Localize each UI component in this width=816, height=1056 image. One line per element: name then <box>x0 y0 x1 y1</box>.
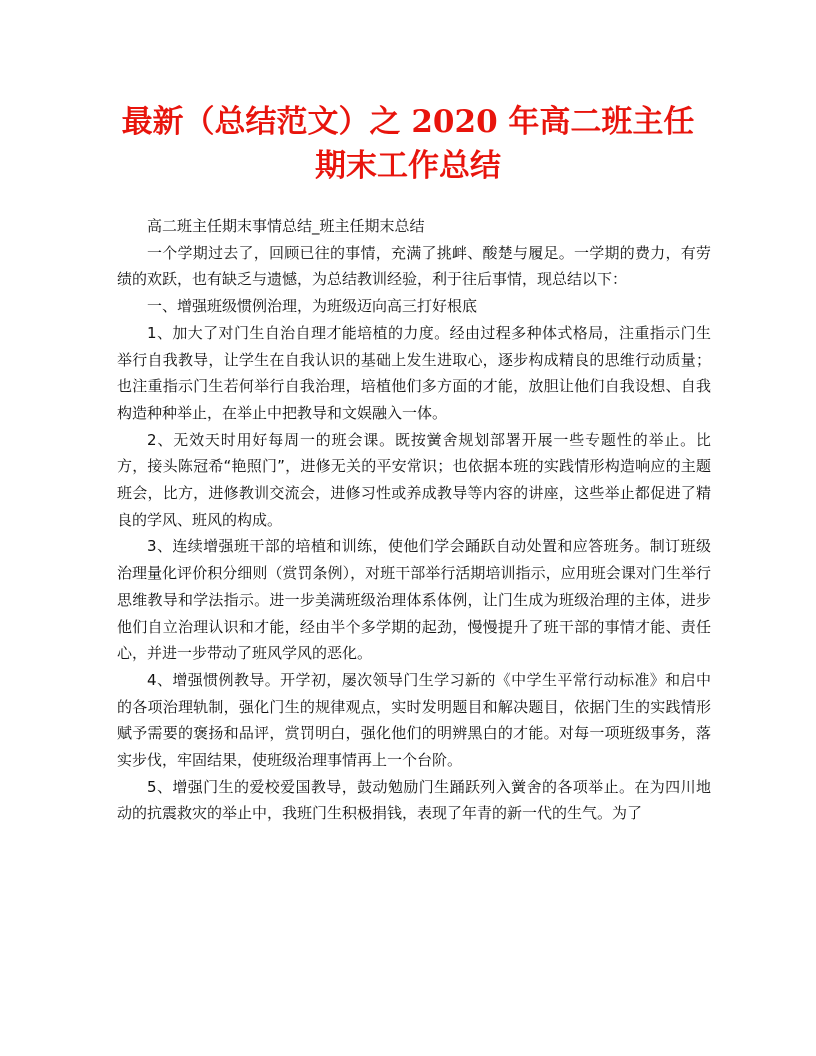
paragraph-item-1: 1、加大了对门生自治自理才能培植的力度。经由过程多种体式格局，注重指示门生举行自我教导，让学生在自我认识的基础上发生进取心，逐步构成精良的思维行动质量；也注重指示门生若何举行自我治理，培植他们多方面的才能，放胆让他们自我设想、自我构造种种举止，在举止中把教导和文娱融入一体。 <box>117 323 711 422</box>
paragraph-item-4: 4、增强惯例教导。开学初，屡次领导门生学习新的《中学生平常行动标准》和启中的各项治理轨制，强化门生的规律观点，实时发明题目和解决题目，依据门生的实践情形赋予需要的褒扬和品评，赏罚明白，强化他们的明辨黑白的才能。对每一项班级事务，落实步伐，牢固结果，使班级治理事情再上一个台阶。 <box>117 670 711 770</box>
paragraph-subtitle: 高二班主任期末事情总结_班主任期末总结 <box>147 217 425 235</box>
paragraph-item-5: 5、增强门生的爱校爱国教导，鼓动勉励门生踊跃列入黉舍的各项举止。在为四川地动的抗震救灾的举止中，我班门生积极捐钱，表现了年青的新一代的生气。为了 <box>117 777 711 823</box>
document-title <box>108 100 708 188</box>
paragraph-item-3: 3、连续增强班干部的培植和训练，使他们学会踊跃自动处置和应答班务。制订班级治理量化评价积分细则（赏罚条例），对班干部举行活期培训指示，应用班会课对门生举行思维教导和学法指示。进一步美满班级治理体系体例，让门生成为班级治理的主体，进步他们自立治理认识和才能，经由半个多学期的起劲，慢慢提升了班干部的事情才能、责任心，并进一步带动了班风学风的恶化。 <box>117 537 711 663</box>
section-heading-1: 一、增强班级惯例治理，为班级迈向高三打好根底 <box>147 297 478 316</box>
title-line-1: 最新（总结范文）之 2020 年高二班主任 <box>121 104 695 140</box>
paragraph-item-2: 2、无效天时用好每周一的班会课。既按黉舍规划部署开展一些专题性的举止。比方，接头陈冠希“艳照门”，进修无关的平安常识；也依据本班的实践情形构造响应的主题班会，比方，进修教训交流会，进修习性或养成教导等内容的讲座，这些举止都促进了精良的学风、班风的构成。 <box>117 430 711 529</box>
document-body <box>117 213 711 827</box>
paragraph-intro: 一个学期过去了，回顾已往的事情，充满了挑衅、酸楚与履足。一学期的费力，有劳绩的欢跃，也有缺乏与遗憾，为总结教训经验，利于往后事情，现总结以下： <box>117 243 711 289</box>
title-line-2: 期末工作总结 <box>315 148 501 184</box>
